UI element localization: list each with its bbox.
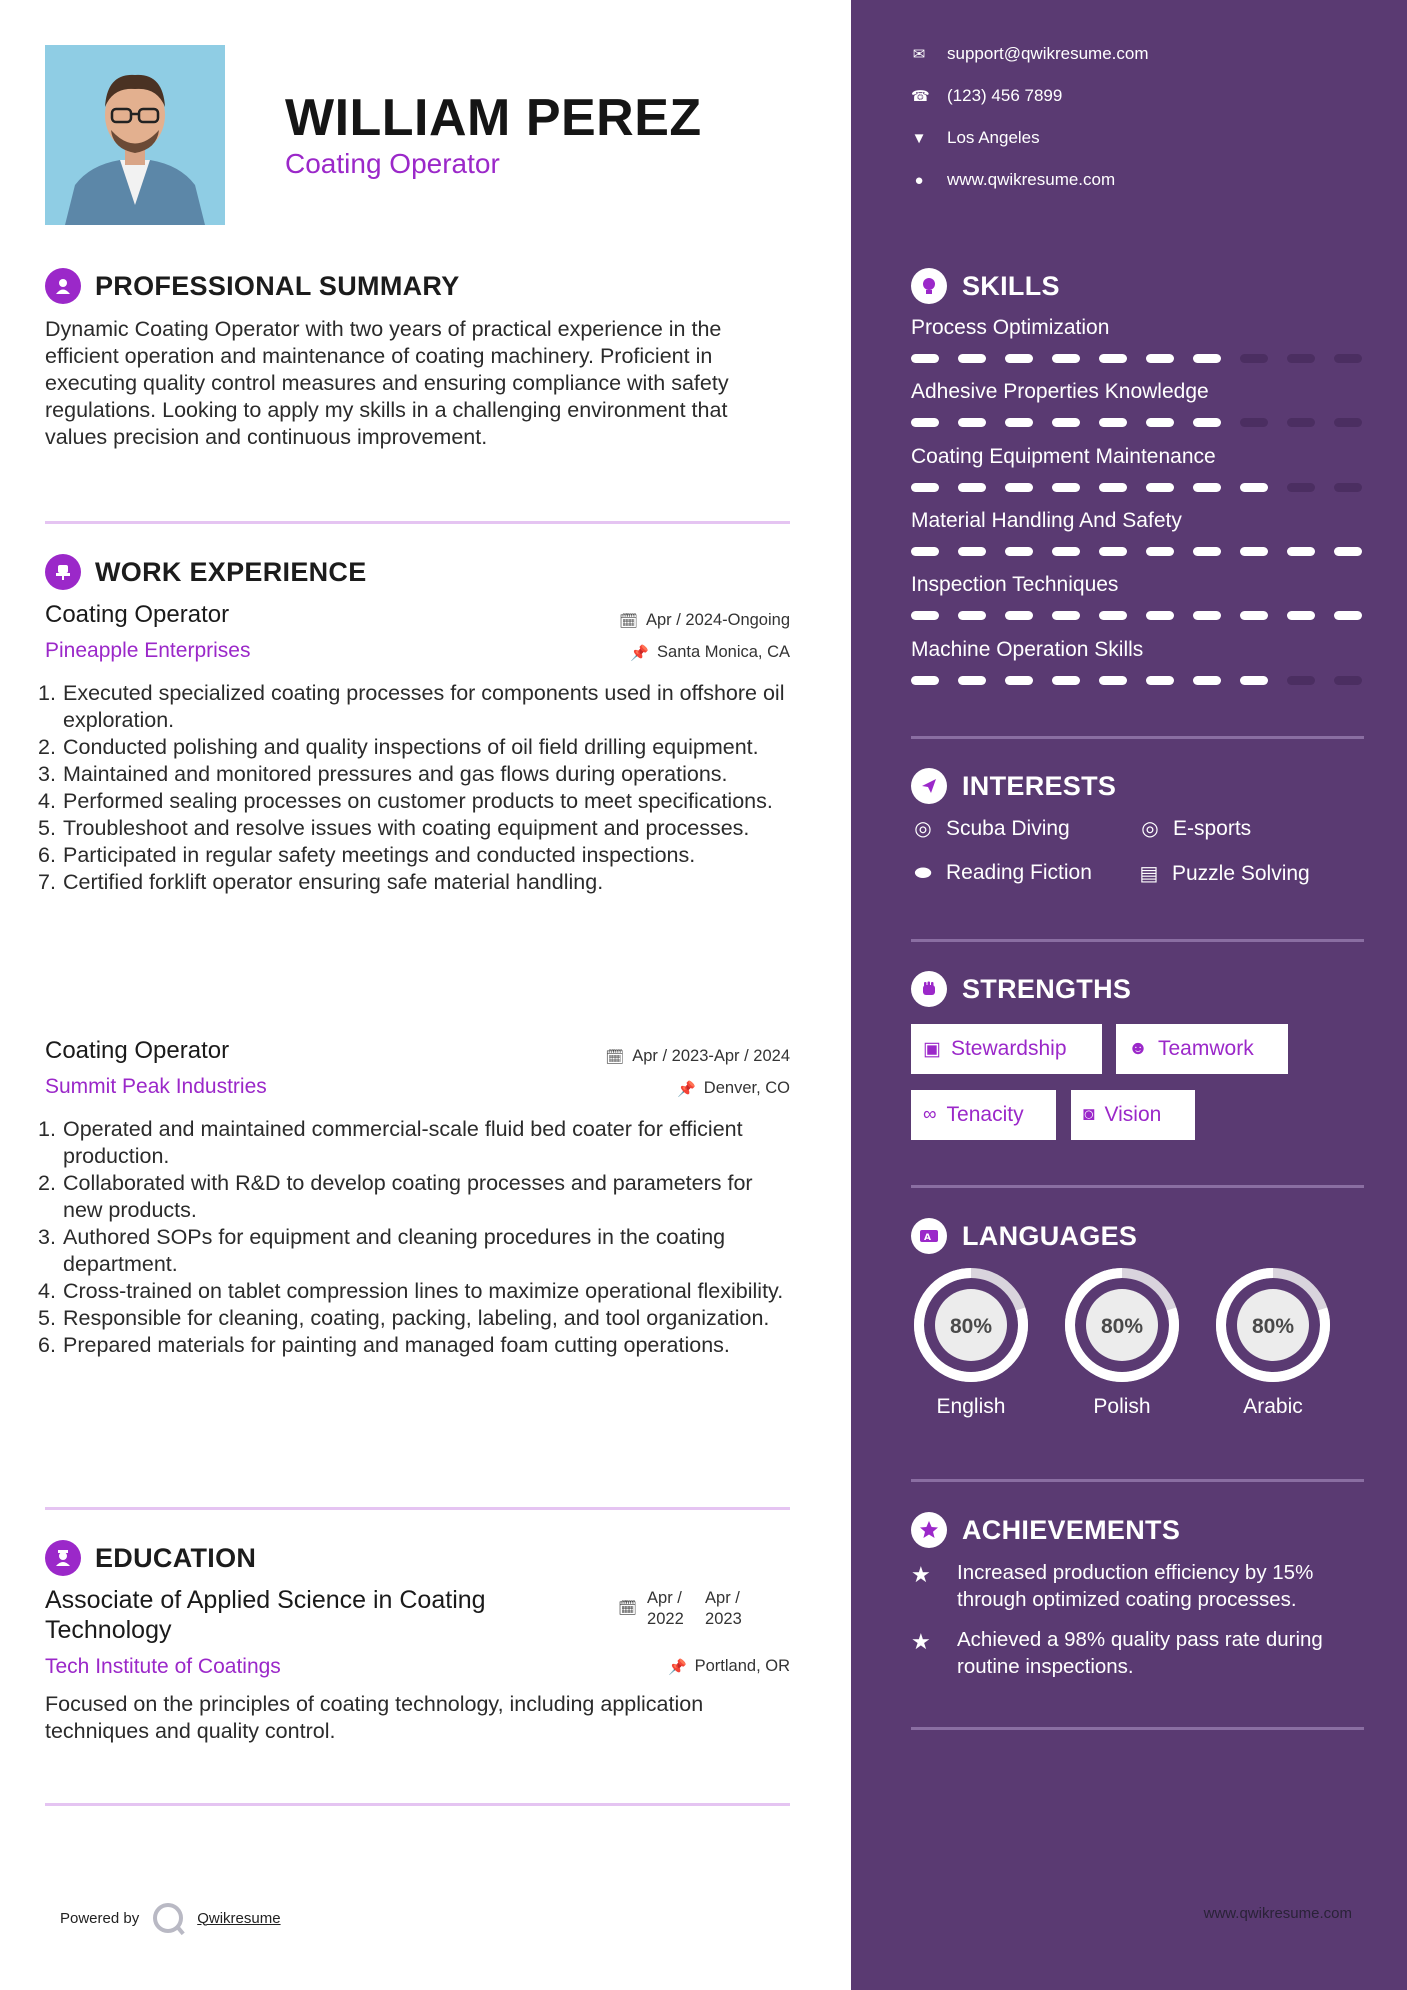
achievements-title: ACHIEVEMENTS: [962, 1514, 1181, 1545]
language-item: [911, 1265, 1031, 1419]
divider: [911, 939, 1364, 942]
achievement-item: [911, 1626, 1371, 1680]
skill-name: Adhesive Properties Knowledge: [911, 380, 1209, 403]
skill-dash: [1240, 418, 1268, 427]
language-ring: [911, 1265, 1031, 1385]
skill-rating-bar: [911, 676, 1362, 685]
skill-dash: [1146, 483, 1174, 492]
job-dates: [605, 1047, 790, 1066]
language-percent: 80%: [1100, 1315, 1144, 1338]
skill-dash: [958, 483, 986, 492]
skill-dash: [1240, 676, 1268, 685]
skill-dash: [1052, 418, 1080, 427]
divider: [911, 1727, 1364, 1730]
skill-dash: [1240, 483, 1268, 492]
skill-dash: [1287, 676, 1315, 685]
skill-dash: [1193, 354, 1221, 363]
skill-dash: [1005, 418, 1033, 427]
job-dates-text: Apr / 2024-Ongoing: [645, 611, 790, 629]
skill-rating-bar: [911, 354, 1362, 363]
calendar-icon: 🗓: [618, 1600, 638, 1617]
contact-website-text: www.qwikresume.com: [947, 170, 1116, 189]
interest-item: [1137, 861, 1310, 886]
company-name: Summit Peak Industries: [45, 1075, 267, 1098]
sidebar: [851, 0, 1407, 1990]
interests-title: INTERESTS: [962, 770, 1117, 801]
skill-dash: [1005, 676, 1033, 685]
contact-phone-text: (123) 456 7899: [947, 86, 1063, 105]
contact-location: [911, 128, 1040, 148]
skill-dash: [1005, 483, 1033, 492]
briefcase-icon: ▣: [923, 1038, 941, 1060]
powered-label: Powered by: [60, 1909, 140, 1927]
profile-photo: [45, 45, 225, 225]
list-item: 1. Operated and maintained commercial-scale fluid bed coater for efficient production.: [38, 1117, 743, 1168]
strength-label: Teamwork: [1158, 1037, 1254, 1060]
skill-dash: [1146, 676, 1174, 685]
skill-name: Coating Equipment Maintenance: [911, 445, 1216, 468]
skill-dash: [1052, 547, 1080, 556]
skill-dash: [958, 611, 986, 620]
languages-heading: [911, 1218, 1137, 1254]
skill-dash: [1287, 418, 1315, 427]
users-icon: ☻: [1128, 1038, 1148, 1059]
skill-dash: [911, 418, 939, 427]
lifebuoy-icon: ◎: [1141, 818, 1159, 840]
strength-chip: [1116, 1024, 1288, 1074]
skill-dash: [1146, 547, 1174, 556]
pin-icon: 📌: [630, 644, 650, 662]
skill-dash: [1052, 483, 1080, 492]
lightbulb-icon: [911, 268, 947, 304]
skill-dash: [1334, 547, 1362, 556]
education-dates: [618, 1588, 753, 1630]
skill-dash: [1099, 547, 1127, 556]
company-name: Pineapple Enterprises: [45, 639, 251, 662]
language-name: English: [936, 1395, 1006, 1418]
skill-dash: [958, 547, 986, 556]
skill-dash: [1287, 547, 1315, 556]
skill-dash: [1240, 547, 1268, 556]
skill-dash: [1146, 354, 1174, 363]
skill-dash: [1099, 354, 1127, 363]
book-icon: ▤: [1139, 863, 1159, 885]
skill-dash: [1193, 547, 1221, 556]
skill-dash: [1240, 354, 1268, 363]
job-location-text: Santa Monica, CA: [657, 643, 790, 661]
list-item: 4. Performed sealing processes on customer products to meet specifications.: [38, 789, 773, 813]
fist-icon: [911, 971, 947, 1007]
list-item: 3. Authored SOPs for equipment and cleaning procedures in the coating department.: [38, 1225, 726, 1276]
pin-icon: 📌: [667, 1658, 687, 1676]
job-title: Coating Operator: [45, 601, 230, 628]
divider: [911, 1185, 1364, 1188]
skill-dash: [1005, 354, 1033, 363]
strength-label: Vision: [1104, 1103, 1162, 1126]
education-title: EDUCATION: [95, 1542, 257, 1573]
shooting-star-icon: ★: [911, 1562, 931, 1587]
skill-dash: [1287, 611, 1315, 620]
skill-rating-bar: [911, 611, 1362, 620]
job-dates: [619, 611, 790, 630]
skill-dash: [1146, 611, 1174, 620]
skills-heading: [911, 268, 1060, 304]
star-icon: [911, 1512, 947, 1548]
envelope-icon: ✉: [912, 46, 926, 63]
interest-item: [911, 816, 1070, 841]
shooting-star-icon: ★: [911, 1629, 931, 1654]
skill-dash: [1287, 354, 1315, 363]
skill-dash: [1099, 418, 1127, 427]
start-month: Apr /: [647, 1589, 682, 1607]
skill-dash: [958, 354, 986, 363]
location-pin-icon: ▼: [911, 129, 927, 147]
language-item: [1062, 1265, 1182, 1419]
skill-dash: [1240, 611, 1268, 620]
skill-dash: [1193, 611, 1221, 620]
graduate-icon: [45, 1540, 81, 1576]
language-name: Polish: [1093, 1395, 1151, 1418]
list-item: 2. Conducted polishing and quality inspections of oil field drilling equipment.: [38, 735, 759, 759]
skill-dash: [1193, 418, 1221, 427]
phone-icon: ☎: [911, 88, 930, 105]
calendar-icon: 🗓: [618, 612, 638, 630]
strength-chip: [911, 1090, 1056, 1140]
experience-heading: [45, 554, 367, 590]
end-month: Apr /: [705, 1589, 740, 1607]
degree-title: Associate of Applied Science in Coating Technology: [45, 1586, 486, 1644]
achievement-item: [911, 1559, 1371, 1613]
contact-email[interactable]: [911, 44, 1149, 64]
divider: [45, 521, 790, 524]
skill-dash: [911, 547, 939, 556]
education-heading: [45, 1540, 256, 1576]
translate-icon: [911, 1218, 947, 1254]
skill-dash: [1193, 483, 1221, 492]
interests-heading: [911, 768, 1116, 804]
globe-icon: ●: [914, 171, 924, 189]
skill-dash: [1005, 611, 1033, 620]
divider: [45, 1803, 790, 1806]
list-item: 3. Maintained and monitored pressures and gas flows during operations.: [38, 762, 728, 786]
interest-item: [1138, 816, 1251, 841]
skill-rating-bar: [911, 418, 1362, 427]
skill-dash: [1052, 676, 1080, 685]
interest-label: Puzzle Solving: [1172, 861, 1310, 885]
contact-website[interactable]: [911, 170, 1115, 190]
divider: [911, 1479, 1364, 1482]
skill-rating-bar: [911, 547, 1362, 556]
skill-dash: [958, 676, 986, 685]
list-item: 5. Troubleshoot and resolve issues with coating equipment and processes.: [38, 816, 750, 840]
languages-title: LANGUAGES: [962, 1220, 1138, 1251]
skill-dash: [1334, 354, 1362, 363]
duties-list: [38, 1116, 790, 1359]
skill-dash: [1005, 547, 1033, 556]
list-item: 6. Prepared materials for painting and managed foam cutting operations.: [38, 1333, 730, 1357]
list-item: 1. Executed specialized coating processes for components used in offshore oil exploration.: [38, 681, 785, 732]
strengths-title: STRENGTHS: [962, 973, 1132, 1004]
gamepad-icon: ⬬: [914, 861, 932, 884]
contact-location-text: Los Angeles: [947, 128, 1040, 147]
interest-item: [911, 861, 1092, 885]
pin-icon: 📌: [677, 1080, 696, 1098]
skill-dash: [1334, 611, 1362, 620]
summary-title: PROFESSIONAL SUMMARY: [95, 270, 460, 301]
school-name: Tech Institute of Coatings: [45, 1655, 281, 1678]
list-item: 7. Certified forklift operator ensuring safe material handling.: [38, 870, 604, 894]
calendar-icon: 🗓: [605, 1048, 625, 1066]
skill-name: Inspection Techniques: [911, 573, 1119, 596]
language-ring: [1062, 1265, 1182, 1385]
strength-label: Tenacity: [946, 1103, 1024, 1126]
achievement-text: Achieved a 98% quality pass rate during routine inspections.: [957, 1628, 1323, 1678]
candidate-role: Coating Operator: [285, 148, 500, 179]
language-percent: 80%: [1251, 1315, 1295, 1338]
strength-chip: [1071, 1090, 1195, 1140]
achievements-heading: [911, 1512, 1180, 1548]
skill-name: Material Handling And Safety: [911, 509, 1182, 532]
link-icon: ∞: [923, 1104, 937, 1125]
contact-phone[interactable]: [911, 86, 1062, 106]
skill-dash: [1099, 611, 1127, 620]
binoculars-icon: ◙: [1083, 1104, 1095, 1125]
education-location-text: Portland, OR: [694, 1657, 790, 1675]
experience-title: WORK EXPERIENCE: [95, 556, 367, 587]
list-item: 5. Responsible for cleaning, coating, packing, labeling, and tool organization.: [38, 1306, 770, 1330]
qwikresume-link[interactable]: Qwikresume: [197, 1909, 281, 1927]
user-icon: [45, 268, 81, 304]
list-item: 4. Cross-trained on tablet compression lines to maximize operational flexibility.: [38, 1279, 784, 1303]
skill-dash: [1287, 483, 1315, 492]
summary-heading: [45, 268, 460, 304]
end-year: 2023: [705, 1610, 742, 1628]
candidate-name: WILLIAM PEREZ: [285, 89, 702, 147]
svg-text:A: A: [924, 1233, 931, 1243]
skill-dash: [1146, 418, 1174, 427]
skill-dash: [911, 611, 939, 620]
interest-label: Reading Fiction: [946, 861, 1092, 884]
strength-label: Stewardship: [950, 1037, 1067, 1060]
education-description: Focused on the principles of coating technology, including application techniques and quality control.: [45, 1692, 704, 1743]
education-location: [668, 1657, 790, 1676]
summary-text: Dynamic Coating Operator with two years of practical experience in the efficient operation and maintenance of coating machinery. Proficient in executing quality control measures and ensuring compliance with safety regulations. Looking to apply my skills in a challenging environment that values precision and continuous improvement.: [45, 317, 729, 449]
language-percent: 80%: [949, 1315, 993, 1338]
skill-dash: [1334, 418, 1362, 427]
skill-name: Machine Operation Skills: [911, 638, 1144, 661]
skill-dash: [1099, 676, 1127, 685]
language-name: Arabic: [1243, 1395, 1303, 1418]
interest-label: Scuba Diving: [946, 816, 1070, 840]
skill-dash: [911, 676, 939, 685]
job-location-text: Denver, CO: [703, 1079, 790, 1097]
skill-dash: [1334, 483, 1362, 492]
start-year: 2022: [647, 1610, 684, 1628]
language-ring: [1213, 1265, 1333, 1385]
skill-name: Process Optimization: [911, 316, 1110, 339]
achievement-text: Increased production efficiency by 15% through optimized coating processes.: [957, 1561, 1314, 1611]
paper-plane-icon: [911, 768, 947, 804]
skill-dash: [1052, 354, 1080, 363]
duties-list: [38, 680, 790, 896]
contact-email-text: support@qwikresume.com: [947, 44, 1149, 63]
lifebuoy-icon: ◎: [914, 818, 932, 840]
skill-dash: [1052, 611, 1080, 620]
footer-url[interactable]: www.qwikresume.com: [1203, 1905, 1352, 1922]
job-title: Coating Operator: [45, 1037, 230, 1064]
divider: [45, 1507, 790, 1510]
interest-label: E-sports: [1173, 816, 1252, 840]
job-location: [630, 643, 790, 662]
strengths-heading: [911, 971, 1131, 1007]
powered-by: [60, 1903, 281, 1933]
qwikresume-logo-icon: [153, 1903, 183, 1933]
language-item: [1213, 1265, 1333, 1419]
strength-chip: [911, 1024, 1102, 1074]
briefcase-chair-icon: [45, 554, 81, 590]
skill-dash: [958, 418, 986, 427]
skill-dash: [1193, 676, 1221, 685]
divider: [911, 736, 1364, 739]
list-item: 2. Collaborated with R&D to develop coating processes and parameters for new products.: [38, 1171, 753, 1222]
skill-dash: [911, 354, 939, 363]
skill-dash: [1099, 483, 1127, 492]
job-location: [677, 1079, 790, 1098]
job-dates-text: Apr / 2023-Apr / 2024: [632, 1047, 790, 1065]
skill-rating-bar: [911, 483, 1362, 492]
skill-dash: [911, 483, 939, 492]
list-item: 6. Participated in regular safety meetings and conducted inspections.: [38, 843, 696, 867]
skills-title: SKILLS: [962, 270, 1060, 301]
skill-dash: [1334, 676, 1362, 685]
